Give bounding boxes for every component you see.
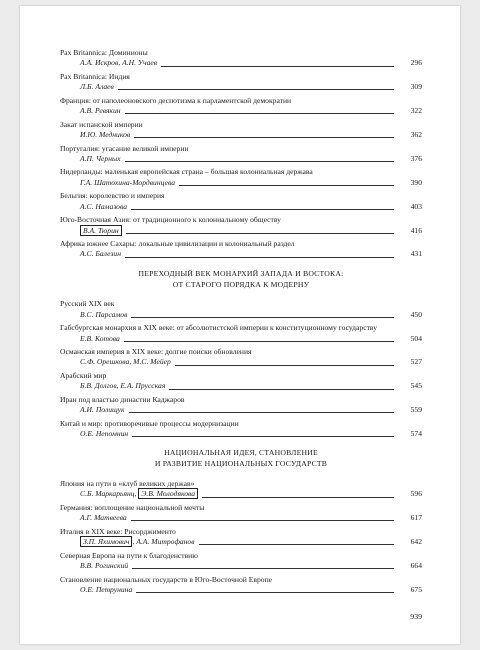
entry-authors-row — [60, 106, 422, 116]
toc-entry[interactable] — [60, 72, 422, 93]
toc-entry[interactable] — [60, 215, 422, 236]
entry-authors-row — [60, 58, 422, 68]
toc-entry[interactable] — [60, 503, 422, 524]
author-names: Л.Б. Алаев — [80, 82, 114, 92]
entry-authors-row — [60, 561, 422, 571]
entry-title: Япония на пути в «клуб великих держав» — [60, 478, 195, 488]
entry-authors — [60, 58, 157, 68]
entry-authors — [60, 130, 130, 140]
section-header-line: НАЦИОНАЛЬНАЯ ИДЕЯ, СТАНОВЛЕНИЕ — [164, 448, 318, 458]
toc-entry[interactable] — [60, 527, 422, 548]
section-header-line: ПЕРЕХОДНЫЙ ВЕК МОНАРХИЙ ЗАПАДА И ВОСТОКА: — [138, 268, 344, 278]
section-header — [60, 269, 422, 291]
entry-authors — [60, 357, 171, 367]
toc-entry[interactable] — [60, 48, 422, 69]
boxed-author: Э.В. Молодякова — [138, 488, 198, 499]
entry-page-number: 296 — [410, 58, 422, 68]
entry-title: Pax Britannica: Доминионы — [60, 48, 148, 57]
entry-title: Португалия: угасание великой империи — [60, 143, 189, 153]
entry-page-number: 362 — [410, 129, 422, 139]
entry-title: Арабский мир — [60, 370, 107, 380]
toc-entry[interactable] — [60, 395, 422, 416]
leader-line — [161, 66, 394, 67]
toc-entry[interactable] — [60, 323, 422, 344]
toc-entry[interactable] — [60, 371, 422, 392]
entry-authors — [60, 202, 127, 212]
leader-line — [136, 592, 394, 593]
toc-entry[interactable] — [60, 299, 422, 320]
author-names: А.Г. Матвеева — [80, 513, 127, 523]
entry-page-number: 504 — [410, 333, 422, 343]
entry-title: Иран под властью династии Каджаров — [60, 394, 185, 404]
toc-entry[interactable] — [60, 479, 422, 500]
page-number-footer: 939 — [410, 612, 422, 621]
entry-title: Германия: воплощение национальной мечты — [60, 502, 205, 512]
entry-page-number: 431 — [410, 249, 422, 259]
entry-authors — [60, 226, 122, 236]
toc-entry[interactable] — [60, 551, 422, 572]
toc-entry[interactable] — [60, 96, 422, 117]
leader-line — [202, 497, 394, 498]
entry-authors-row — [60, 202, 422, 212]
entry-page-number: 376 — [410, 153, 422, 163]
entry-authors-row — [60, 357, 422, 367]
entry-title: Pax Britannica: Индия — [60, 71, 130, 81]
entry-page-number: 545 — [410, 381, 422, 391]
entry-title: Италия в XIX веке: Рисорджименто — [60, 526, 176, 536]
toc-entry[interactable] — [60, 191, 422, 212]
author-names: А.С. Намазова — [80, 201, 128, 211]
leader-line — [131, 209, 394, 210]
toc-entry[interactable] — [60, 347, 422, 368]
entry-authors-row — [60, 405, 422, 415]
entry-authors — [60, 334, 120, 344]
entry-authors-row — [60, 310, 422, 320]
author-names: И.Ю. Медников — [80, 129, 131, 139]
leader-line — [125, 257, 394, 258]
boxed-author: В.А. Тюрин — [80, 225, 122, 236]
leader-line — [132, 568, 394, 569]
entry-page-number: 559 — [410, 405, 422, 415]
entry-authors-row — [60, 381, 422, 391]
entry-title: Северная Европа на пути к благоденствию — [60, 550, 198, 560]
toc-entry[interactable] — [60, 120, 422, 141]
entry-page-number: 450 — [410, 309, 422, 319]
entry-authors — [60, 513, 127, 523]
entry-title: Османская империя в XIX веке: долгие поиски обновления — [60, 347, 252, 357]
entry-authors-row — [60, 537, 422, 547]
leader-line — [199, 544, 395, 545]
entry-title: Становление национальных государств в Юго-Восточной Европе — [60, 574, 273, 584]
toc-entry[interactable] — [60, 167, 422, 188]
entry-authors-row — [60, 130, 422, 140]
entry-page-number: 416 — [410, 225, 422, 235]
leader-line — [125, 113, 394, 114]
entry-authors — [60, 106, 121, 116]
entry-title: Габсбургская монархия в XIX веке: от абсолютистской империи к конституционному государству — [60, 323, 378, 333]
entry-page-number: 322 — [410, 106, 422, 116]
entry-page-number: 309 — [410, 82, 422, 92]
author-names: О.Е. Петрунина — [80, 584, 133, 594]
entry-authors — [60, 429, 128, 439]
section-header-line: И РАЗВИТИЕ НАЦИОНАЛЬНЫХ ГОСУДАРСТВ — [154, 459, 328, 469]
entry-page-number: 596 — [410, 489, 422, 499]
entry-authors-row — [60, 249, 422, 259]
toc-entry[interactable] — [60, 575, 422, 596]
leader-line — [131, 520, 394, 521]
entry-page-number: 390 — [410, 177, 422, 187]
entry-page-number: 527 — [410, 357, 422, 367]
author-names: В.С. Парсамов — [80, 309, 128, 319]
book-page — [20, 6, 460, 644]
author-names: Е.В. Котова — [80, 333, 120, 343]
entry-authors — [60, 537, 195, 547]
leader-line — [129, 412, 394, 413]
author-names: , А.А. Митрофанов — [132, 537, 195, 547]
entry-authors-row — [60, 82, 422, 92]
entry-authors — [60, 585, 132, 595]
entry-authors-row — [60, 429, 422, 439]
author-names: В.В. Рогинский — [80, 560, 129, 570]
entry-page-number: 617 — [410, 513, 422, 523]
entry-title: Русский XIX век — [60, 299, 115, 309]
entry-page-number: 574 — [410, 429, 422, 439]
author-names: А.С. Балезин — [80, 249, 121, 259]
toc-entry[interactable] — [60, 419, 422, 440]
leader-line — [134, 137, 394, 138]
entry-title: Африка южнее Сахары: локальные цивилизации и колониальный раздел — [60, 239, 295, 249]
section-header-line: ОТ СТАРОГО ПОРЯДКА К МОДЕРНУ — [172, 279, 310, 289]
entry-authors — [60, 310, 127, 320]
entry-authors-row — [60, 334, 422, 344]
author-names: А.В. Ревякин — [80, 106, 121, 116]
entry-authors-row — [60, 178, 422, 188]
entry-authors-row — [60, 489, 422, 499]
entry-authors — [60, 154, 121, 164]
entry-authors — [60, 381, 165, 391]
leader-line — [118, 89, 394, 90]
entry-authors — [60, 405, 125, 415]
leader-line — [179, 185, 394, 186]
entry-title: Закат испанской империи — [60, 119, 143, 129]
author-names: А.А. Искров, А.Н. Учаев — [80, 58, 158, 68]
entry-title: Нидерланды: маленькая европейская страна – большая колониальная держава — [60, 167, 313, 177]
entry-authors — [60, 249, 121, 259]
entry-authors — [60, 489, 198, 499]
toc-entry[interactable] — [60, 144, 422, 165]
entry-page-number: 403 — [410, 201, 422, 211]
entry-authors-row — [60, 226, 422, 236]
table-of-contents — [60, 48, 422, 598]
boxed-author: З.П. Яхимович — [80, 536, 132, 547]
toc-entry[interactable] — [60, 239, 422, 260]
author-names: Б.В. Долгов, Е.А. Прусская — [80, 381, 166, 391]
leader-line — [125, 161, 395, 162]
section-header — [60, 448, 422, 470]
leader-line — [169, 389, 394, 390]
entry-title: Бельгия: королевство и империя — [60, 191, 165, 201]
entry-authors — [60, 178, 175, 188]
author-names: Г.А. Шатохина-Мордвинцева — [80, 177, 175, 187]
entry-title: Юго-Восточная Азия: от традиционного к колониальному обществу — [60, 215, 281, 225]
entry-authors — [60, 82, 114, 92]
leader-line — [131, 317, 394, 318]
entry-page-number: 675 — [410, 584, 422, 594]
leader-line — [124, 341, 394, 342]
entry-title: Франция: от наполеоновского деспотизма к парламентской демократии — [60, 95, 292, 105]
entry-page-number: 642 — [410, 537, 422, 547]
leader-line — [175, 365, 394, 366]
entry-authors — [60, 561, 128, 571]
author-names: А.И. Полищук — [80, 405, 125, 415]
leader-line — [132, 436, 394, 437]
entry-authors-row — [60, 154, 422, 164]
author-names: О.Е. Непомнин — [80, 429, 129, 439]
entry-authors-row — [60, 513, 422, 523]
entry-title: Китай и мир: противоречивые процессы модернизации — [60, 418, 239, 428]
author-names: А.П. Черных — [80, 153, 121, 163]
author-names: С.Б. Маркарьянц, — [80, 489, 137, 499]
entry-page-number: 664 — [410, 560, 422, 570]
leader-line — [126, 233, 394, 234]
author-names: С.Ф. Орешкова, М.С. Мейер — [80, 357, 171, 367]
entry-authors-row — [60, 585, 422, 595]
